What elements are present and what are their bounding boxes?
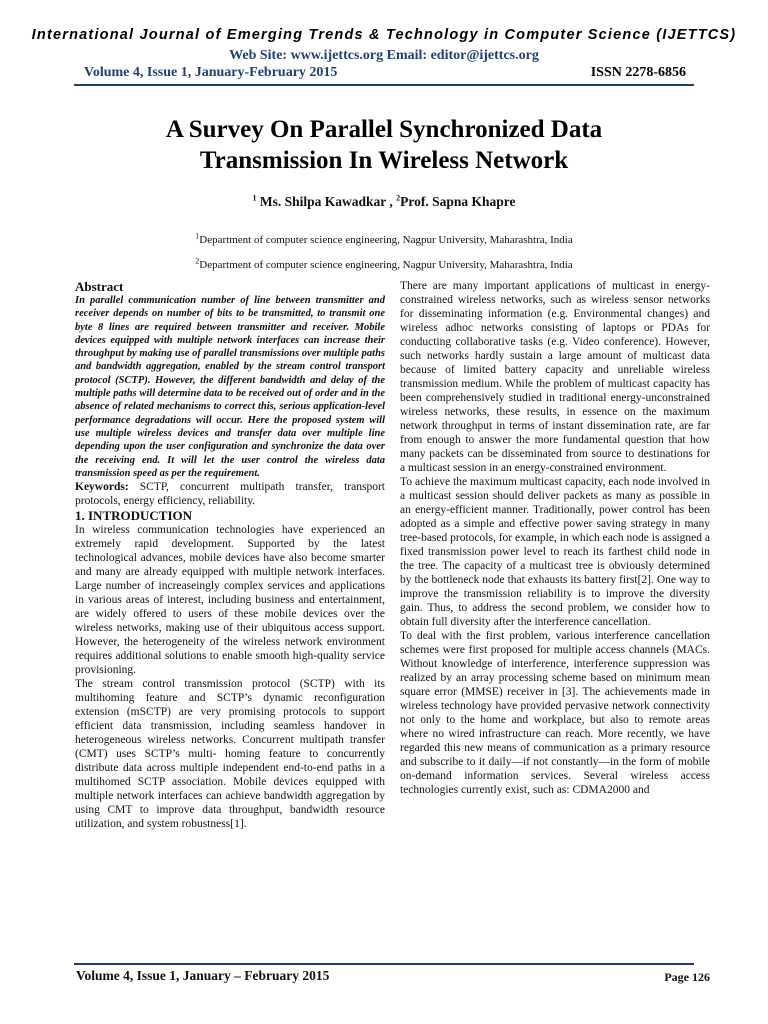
footer-rule (74, 963, 694, 965)
affiliation-2-text: Department of computer science engineering, Nagpur University, Maharashtra, India (199, 259, 573, 271)
right-paragraph-3: To deal with the first problem, various interference cancellation schemes were first proposed for multiple access channels (MACs. Without knowledge of interference, interference suppression was realized by an array processing scheme based on minimum mean square error (MMSE) receiver in [3]. The achievements made in wireless technology have provided pervasive network connectivity not only to the home and workplace, but also to remote areas where no wired infrastructure can reach. More recently, we have regarded this new means of communication as a primary resource and subscribe to it daily—if not constantly—in the form of mobile on-demand information services. Several wireless access technologies currently exist, such as: CDMA2000 and (400, 630, 710, 796)
author1-marker: 1 (252, 193, 257, 203)
keywords-text: SCTP, concurrent multipath transfer, transport protocols, energy efficiency, reliability. (75, 481, 385, 508)
author-list (0, 194, 768, 210)
keywords-label: Keywords: (75, 481, 129, 494)
journal-web-email: Web Site: www.ijettcs.org Email: editor@ijettcs.org (229, 48, 539, 63)
author2-name: Prof. Sapna Khapre (400, 194, 516, 209)
right-paragraph-2: To achieve the maximum multicast capacity, each node involved in a multicast session should deliver packets as many as possible in an energy-efficient manner. Traditionally, power control has been adopted as a simple and effective power saving strategy in many tree-based protocols, for example, in which each node is assigned a fixed transmission power level to reach its farthest child node in the tree. The capacity of a multicast tree is obviously determined by the bottleneck node that exhausts its battery first[2]. One way to improve the transmission reliability is to improve the diversity gain. Thus, to address the second problem, we consider how to obtain full diversity after the interference cancellation. (400, 476, 710, 628)
introduction-paragraph-2: The stream control transmission protocol (SCTP) with its multihoming feature and SCTP’s dynamic reconfiguration extension (mSCTP) are very promising protocols to support efficient data transmission, including seamless handover in heterogeneous wireless networks. Concurrent multipath transfer (CMT) uses SCTP’s multi- homing feature to concurrently distribute data across multiple independent end-to-end paths in a multihomed SCTP association. Mobile devices equipped with multiple network interfaces can achieve bandwidth aggregation by using CMT to improve data throughput, bandwidth resource utilization, and system robustness[1]. (75, 678, 385, 831)
author2-marker: 2 (396, 193, 401, 203)
affiliation-1 (0, 231, 768, 246)
affiliation-2 (0, 256, 768, 271)
left-column (75, 279, 385, 831)
journal-name: International Journal of Emerging Trends & Technology in Computer Science (IJETTCS) (31, 27, 737, 43)
introduction-paragraph-1: In wireless communication technologies have experienced an extremely rapid development. Supported by the latest technological advances, mobile devices have also become smarter and many are already equipped with multiple network interfaces. Large number of increaseingly complex services and applications in various areas of interest, including business and entertainment, are widely offered to users of these mobile devices over the wireless networks, making use of their ubiquitous access support. However, the heterogeneity of the wireless network environment requires additional solutions to enable smooth high-quality service provisioning. (75, 524, 385, 677)
paper-title (0, 114, 768, 176)
header-volume-issue: Volume 4, Issue 1, January-February 2015 (84, 65, 338, 80)
keywords (75, 480, 385, 508)
right-paragraph-1: There are many important applications of multicast in energy-constrained wireless networks, such as wireless sensor networks for disseminating information (e.g. Environmental changes) and wireless adhoc networks consisting of laptops or PDAs for conducting collaborative tasks (e.g. Video conference). However, such networks hardly sustain a large amount of multicast data because of limited battery capacity and unreliable wireless transmission medium. While the problem of multicast capacity has been comprehensively studied in traditional energy-unconstrained wireless networks, these results, in essence on the maximum network throughput in terms of instant dissemination rate, are far from enough to answer the more fundamental question that how many packets can be disseminated from source to destinations for a multicast session in an energy-constrained environment. (400, 280, 710, 474)
page-number: Page 126 (664, 970, 710, 984)
author1-name: Ms. Shilpa Kawadkar , (256, 194, 397, 209)
abstract-heading: Abstract (75, 279, 124, 294)
affiliation-2-marker: 2 (195, 256, 200, 266)
right-column (400, 279, 710, 797)
header-rule (74, 84, 694, 86)
paper-title-line-1: A Survey On Parallel Synchronized Data (165, 116, 603, 143)
affiliation-1-marker: 1 (195, 231, 200, 241)
header-issn: ISSN 2278-6856 (590, 65, 686, 80)
paper-title-line-2: Transmission In Wireless Network (199, 147, 569, 174)
abstract-text: In parallel communication number of line between transmitter and receiver depends on number of bits to be transmitted, to transmit one byte 8 lines are required between transmitter and receiver. Mobile devices equipped with multiple network interfaces can increase their throughput by making use of parallel transmissions over multiple paths and bandwidth aggregation, enabled by the stream control transport protocol (SCTP). However, the different bandwidth and delay of the multiple paths will determine data to be received out of order and in the absence of related mechanisms to correct this, serious application-level performance degradations will occur. Here the proposed system will use multiple wireless devices and transfer data over multiple line depending upon the user configuration and synchronize the data over the receiving end. It will let the user control the wireless data transmission speed as per the requirement. (75, 295, 385, 479)
affiliation-1-text: Department of computer science engineering, Nagpur University, Maharashtra, India (199, 234, 573, 246)
introduction-heading: 1. INTRODUCTION (75, 508, 193, 524)
footer-volume-issue: Volume 4, Issue 1, January – February 2015 (76, 968, 330, 983)
